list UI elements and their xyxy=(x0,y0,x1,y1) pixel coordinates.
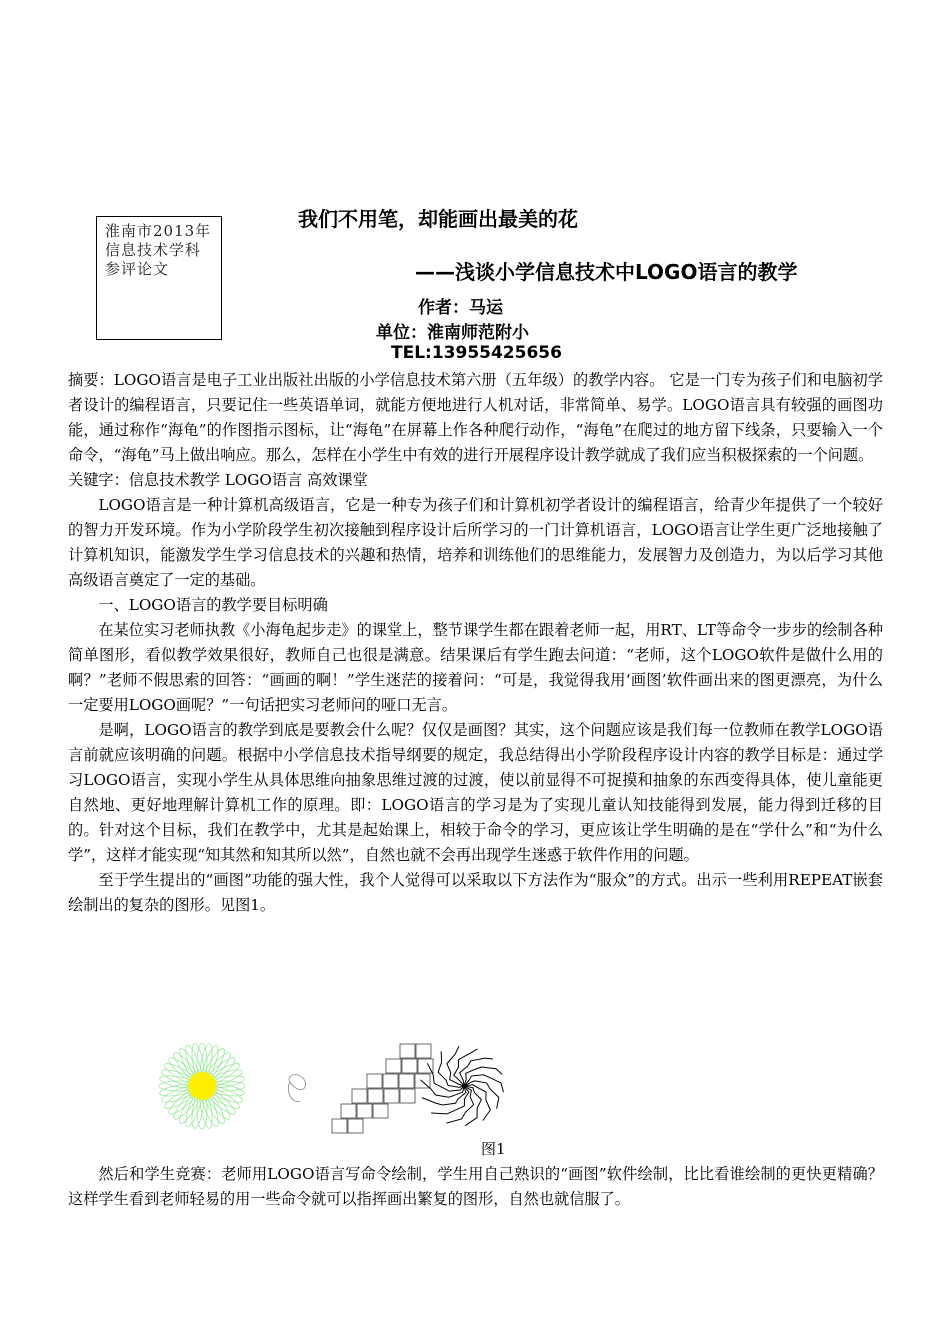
paragraph: 是啊，LOGO语言的教学到底是要教会什么呢？仅仅是画图？其实，这个问题应该是我们每一位教师在教学LOGO语言前就应该明确的问题。根据中小学信息技术指导纲要的规定，我总结得出小学阶段程序设计内容的教学目标是：通过学习LOGO语言，实现小学生从具体思维向抽象思维过渡的过渡，使以前显得不可捉摸和抽象的东西变得具体，使儿童能更自然地、更好地理解计算机工作的原理。即：LOGO语言的学习是为了实现儿童认知技能得到发展，能力得到迁移的目的。针对这个目标，我们在教学中，尤其是起始课上，相较于命令的学习，更应该让学生明确的是在“学什么”和“为什么学”，这样才能实现“知其然和知其所以然”，自然也就不会再出现学生迷惑于软件作用的问题。 xyxy=(68,721,883,864)
contest-badge xyxy=(96,216,222,340)
author-line: 作者：马运 xyxy=(418,298,503,318)
paragraph: LOGO语言是一种计算机高级语言，它是一种专为孩子们和计算机初学者设计的编程语言，给青少年提供了一个较好的智力开发环境。作为小学阶段学生初次接触到程序设计后所学习的一门计算机语言，LOGO语言让学生更广泛地接触了计算机知识，能激发学生学习信息技术的兴趣和热情，培养和训练他们的思维能力，发展智力及创造力，为以后学习其他高级语言奠定了一定的基础。 xyxy=(68,496,883,589)
green-flower-graphic xyxy=(159,1043,245,1129)
spiral-lines-graphic xyxy=(420,1046,503,1126)
contest-badge-text: 淮南市2013年信息技术学科参评论文 xyxy=(105,222,212,278)
paper-title: 我们不用笔，却能画出最美的花 xyxy=(298,207,578,231)
article-body-continued xyxy=(68,1162,883,1212)
paragraph: 在某位实习老师执教《小海龟起步走》的课堂上，整节课学生都在跟着老师一起，用RT、LT等命令一步步的绘制各种简单图形，看似教学效果很好，教师自己也很是满意。结果课后有学生跑去问道：“老师，这个LOGO软件是做什么用的啊？”老师不假思索的回答：“画画的啊！”学生迷茫的接着问：“可是，我觉得我用‘画图’软件画出来的图更漂亮，为什么一定要用LOGO画呢？”一句话把实习老师问的哑口无言。 xyxy=(68,621,883,714)
brick-wall-graphic xyxy=(332,1044,433,1133)
abstract: 摘要：LOGO语言是电子工业出版社出版的小学信息技术第六册（五年级）的教学内容。 它是一门专为孩子们和电脑初学者设计的编程语言，只要记住一些英语单词，就能方便地进行人机对话，非常简单、易学。LOGO语言具有较强的画图功能，通过称作“海龟”的作图指示图标，让“海龟”在屏幕上作各种爬行动作，“海龟”在爬过的地方留下线条，只要输入一个命令，“海龟”马上做出响应。那么，怎样在小学生中有效的进行开展程序设计教学就成了我们应当积极探索的一个问题。 xyxy=(68,371,883,464)
paper-subtitle: ——浅谈小学信息技术中LOGO语言的教学 xyxy=(415,260,798,284)
article-body xyxy=(68,368,883,918)
figure-caption: 图1 xyxy=(481,1140,506,1158)
leaf-graphic xyxy=(288,1075,305,1102)
paragraph: 至于学生提出的“画图”功能的强大性，我个人觉得可以采取以下方法作为“服众”的方式。出示一些利用REPEAT嵌套绘制出的复杂的图形。见图1。 xyxy=(68,871,883,914)
paragraph: 然后和学生竞赛：老师用LOGO语言写命令绘制，学生用自己熟识的“画图”软件绘制，比比看谁绘制的更快更精确？这样学生看到老师轻易的用一些命令就可以指挥画出繁复的图形，自然也就信服了。 xyxy=(68,1165,883,1208)
section-heading: 一、LOGO语言的教学要目标明确 xyxy=(98,596,328,614)
tel-line: TEL:13955425656 xyxy=(391,343,562,363)
unit-line: 单位：淮南师范附小 xyxy=(376,323,529,343)
figure-1-image xyxy=(150,1036,530,1136)
keywords: 关键字：信息技术教学 LOGO语言 高效课堂 xyxy=(68,471,368,489)
